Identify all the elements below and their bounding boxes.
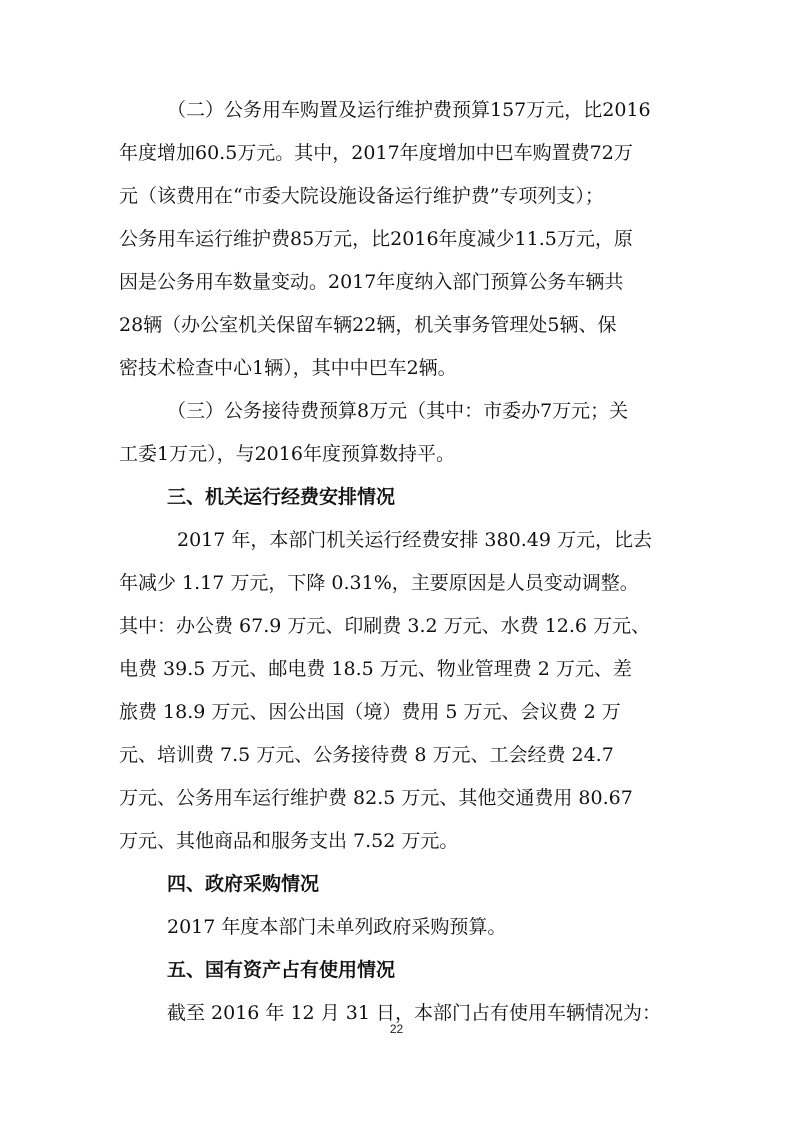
section-heading: 四、政府采购情况 — [167, 873, 320, 895]
paragraph-line: 截至 2016 年 12 月 31 日，本部门占有使用车辆情况为： — [167, 1002, 661, 1024]
paragraph-line: （二）公务用车购置及运行维护费预算157万元，比2016 — [167, 99, 651, 121]
paragraph-line: 密技术检查中心1辆），其中中巴车2辆。 — [119, 357, 457, 379]
paragraph-line: 2017 年度本部门未单列政府采购预算。 — [167, 916, 507, 938]
paragraph-line: 万元、公务用车运行维护费 82.5 万元、其他交通费用 80.67 — [119, 787, 633, 809]
paragraph-line: 旅费 18.9 万元、因公出国（境）费用 5 万元、会议费 2 万 — [119, 701, 621, 723]
section-heading: 五、国有资产占有使用情况 — [167, 959, 396, 981]
paragraph-line: 2017 年，本部门机关运行经费安排 380.49 万元，比去 — [177, 529, 652, 551]
paragraph-line: 其中：办公费 67.9 万元、印刷费 3.2 万元、水费 12.6 万元、 — [119, 615, 651, 637]
paragraph-line: 年度增加60.5万元。其中，2017年度增加中巴车购置费72万 — [119, 142, 633, 164]
paragraph-line: 因是公务用车数量变动。2017年度纳入部门预算公务车辆共 — [119, 271, 624, 293]
paragraph-line: 28辆（办公室机关保留车辆22辆，机关事务管理处5辆、保 — [119, 314, 617, 336]
paragraph-line: 年减少 1.17 万元，下降 0.31%，主要原因是人员变动调整。 — [119, 572, 639, 594]
section-heading: 三、机关运行经费安排情况 — [167, 486, 396, 508]
paragraph-line: 万元、其他商品和服务支出 7.52 万元。 — [119, 830, 459, 852]
paragraph-line: 工委1万元），与2016年度预算数持平。 — [119, 443, 455, 465]
paragraph-line: （三）公务接待费预算8万元（其中：市委办7万元；关 — [167, 400, 629, 422]
paragraph-line: 元、培训费 7.5 万元、公务接待费 8 万元、工会经费 24.7 — [119, 744, 614, 766]
paragraph-line: 电费 39.5 万元、邮电费 18.5 万元、物业管理费 2 万元、差 — [119, 658, 632, 680]
paragraph-line: 元（该费用在“市委大院设施设备运行维护费”专项列支）； — [119, 185, 604, 207]
page-number: 22 — [389, 1022, 404, 1036]
paragraph-line: 公务用车运行维护费85万元，比2016年度减少11.5万元，原 — [119, 228, 633, 250]
